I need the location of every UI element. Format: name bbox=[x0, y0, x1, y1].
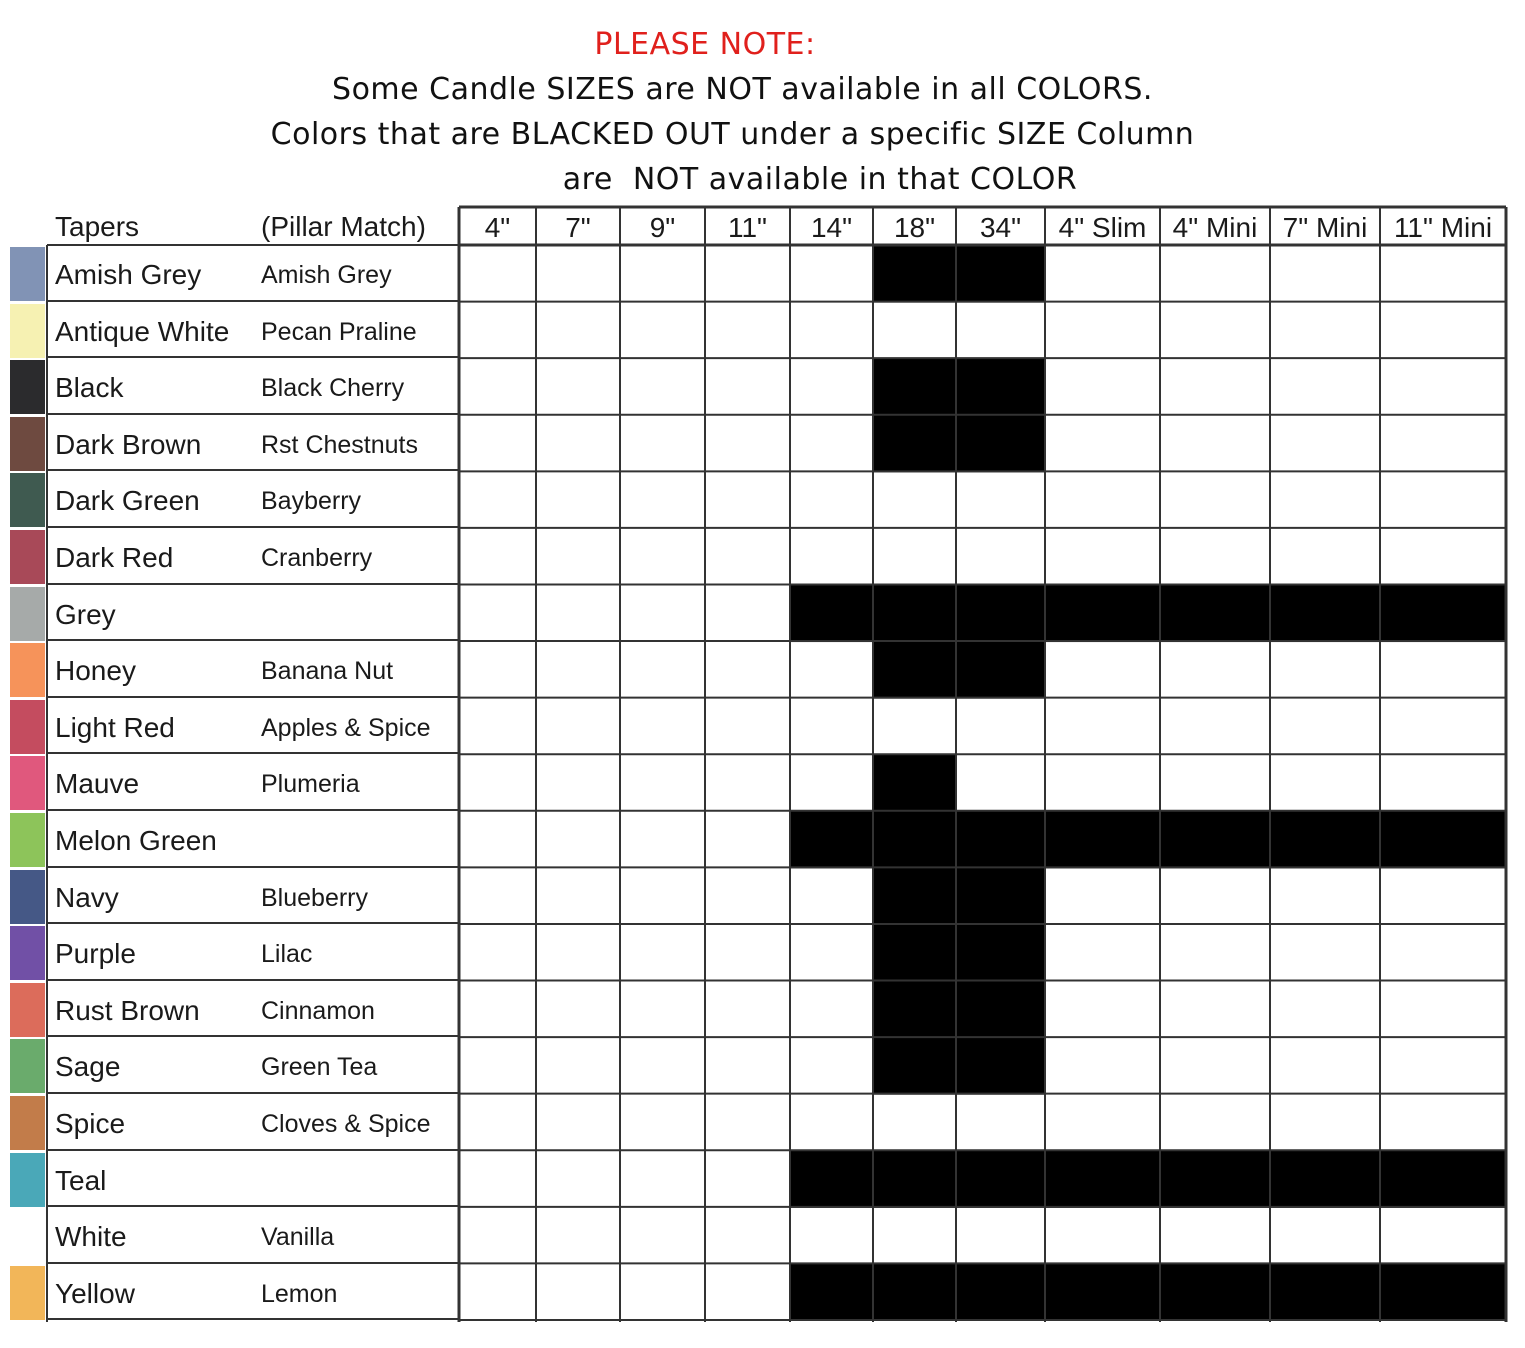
unavailable-cell bbox=[1380, 1150, 1507, 1208]
unavailable-cell bbox=[956, 811, 1046, 869]
taper-name: Spice bbox=[55, 1107, 126, 1139]
unavailable-cell bbox=[956, 415, 1046, 473]
unavailable-cell bbox=[956, 641, 1046, 699]
unavailable-cell bbox=[1380, 811, 1507, 869]
unavailable-cell bbox=[956, 1150, 1046, 1208]
pillar-match-name: Apples & Spice bbox=[261, 713, 431, 742]
unavailable-cell bbox=[956, 981, 1046, 1039]
unavailable-cell bbox=[873, 245, 957, 303]
taper-name: Light Red bbox=[55, 711, 175, 743]
unavailable-cell bbox=[873, 981, 957, 1039]
unavailable-cell bbox=[873, 811, 957, 869]
unavailable-cell bbox=[1160, 1263, 1271, 1321]
size-header: 14" bbox=[810, 212, 853, 243]
unavailable-cell bbox=[873, 754, 957, 812]
note-line-3: are NOT available in that COLOR bbox=[562, 162, 1078, 197]
taper-name: Dark Red bbox=[55, 541, 174, 573]
pillar-match-name: Pecan Praline bbox=[261, 317, 417, 346]
unavailable-cell bbox=[1270, 1150, 1381, 1208]
taper-name: Amish Grey bbox=[55, 259, 202, 290]
unavailable-cell bbox=[790, 1150, 874, 1208]
unavailable-cell bbox=[1045, 811, 1161, 869]
unavailable-cell bbox=[956, 924, 1046, 982]
unavailable-cell bbox=[1045, 584, 1161, 642]
unavailable-cell bbox=[1270, 1263, 1381, 1321]
taper-name: Antique White bbox=[55, 315, 230, 347]
pillar-match-name: Cranberry bbox=[261, 543, 373, 572]
unavailable-cell bbox=[1380, 584, 1507, 642]
size-header: 4" Mini bbox=[1172, 212, 1258, 243]
taper-name: Black bbox=[55, 372, 124, 404]
unavailable-cell bbox=[873, 1150, 957, 1208]
taper-name: Purple bbox=[55, 938, 136, 970]
size-header: 4" bbox=[484, 212, 511, 243]
pillar-match-name: Green Tea bbox=[261, 1053, 378, 1082]
size-header: 7" bbox=[565, 212, 591, 243]
size-header: 9" bbox=[649, 212, 676, 243]
taper-name: Mauve bbox=[55, 768, 140, 800]
unavailable-cell bbox=[1160, 584, 1271, 642]
taper-name: Dark Brown bbox=[55, 428, 202, 460]
pillar-match-name: Cinnamon bbox=[261, 996, 375, 1025]
taper-name: Navy bbox=[55, 881, 119, 913]
taper-name: White bbox=[55, 1221, 127, 1253]
unavailable-cell bbox=[956, 1037, 1046, 1095]
pillar-match-name: Bayberry bbox=[261, 487, 362, 516]
unavailable-cell bbox=[956, 358, 1046, 416]
unavailable-cell bbox=[956, 1263, 1046, 1321]
taper-name: Teal bbox=[55, 1164, 107, 1196]
unavailable-cell bbox=[873, 867, 957, 925]
pillar-match-name: Rst Chestnuts bbox=[261, 430, 419, 459]
taper-name: Grey bbox=[55, 598, 116, 630]
taper-name: Honey bbox=[55, 655, 136, 687]
unavailable-cell bbox=[1380, 1263, 1507, 1321]
unavailable-cell bbox=[873, 584, 957, 642]
note-title: PLEASE NOTE: bbox=[594, 27, 816, 62]
unavailable-cell bbox=[873, 1037, 957, 1095]
pillar-match-name: Banana Nut bbox=[261, 657, 394, 686]
unavailable-cell bbox=[873, 924, 957, 982]
tapers-header: Tapers bbox=[55, 211, 140, 242]
unavailable-cell bbox=[956, 245, 1046, 303]
size-header: 18" bbox=[893, 212, 936, 243]
pillar-match-name: Vanilla bbox=[261, 1223, 335, 1252]
unavailable-cell bbox=[790, 811, 874, 869]
size-header: 34" bbox=[979, 212, 1022, 243]
pillar-match-name: Black Cherry bbox=[261, 374, 405, 403]
taper-name: Yellow bbox=[55, 1277, 135, 1309]
note-line-2: Colors that are BLACKED OUT under a specific SIZE Column bbox=[270, 117, 1195, 152]
unavailable-cell bbox=[956, 867, 1046, 925]
unavailable-cell bbox=[1160, 1150, 1271, 1208]
unavailable-cell bbox=[873, 358, 957, 416]
unavailable-cell bbox=[1160, 811, 1271, 869]
pillar-match-name: Lemon bbox=[261, 1279, 338, 1308]
pillar-match-header: (Pillar Match) bbox=[261, 211, 426, 242]
size-header: 11" bbox=[727, 212, 768, 243]
unavailable-cell bbox=[790, 584, 874, 642]
unavailable-cell bbox=[1045, 1150, 1161, 1208]
note-line-1: Some Candle SIZES are NOT available in all COLORS. bbox=[332, 72, 1153, 107]
size-header: 7" Mini bbox=[1282, 212, 1368, 243]
pillar-match-name: Cloves & Spice bbox=[261, 1109, 431, 1138]
pillar-match-name: Plumeria bbox=[261, 770, 360, 799]
unavailable-cell bbox=[873, 1263, 957, 1321]
unavailable-cell bbox=[1045, 1263, 1161, 1321]
unavailable-cell bbox=[956, 584, 1046, 642]
unavailable-cell bbox=[790, 1263, 874, 1321]
unavailable-cell bbox=[1270, 584, 1381, 642]
pillar-match-name: Blueberry bbox=[261, 883, 368, 912]
unavailable-cell bbox=[873, 641, 957, 699]
taper-name: Sage bbox=[55, 1051, 121, 1083]
pillar-match-name: Lilac bbox=[261, 940, 313, 969]
unavailable-cell bbox=[1270, 811, 1381, 869]
pillar-match-name: Amish Grey bbox=[261, 261, 392, 289]
size-header: 4" Slim bbox=[1058, 212, 1147, 243]
unavailable-cell bbox=[873, 415, 957, 473]
taper-name: Rust Brown bbox=[55, 994, 200, 1026]
taper-name: Dark Green bbox=[55, 485, 200, 517]
size-header: 11" Mini bbox=[1393, 212, 1493, 243]
taper-name: Melon Green bbox=[55, 824, 217, 856]
